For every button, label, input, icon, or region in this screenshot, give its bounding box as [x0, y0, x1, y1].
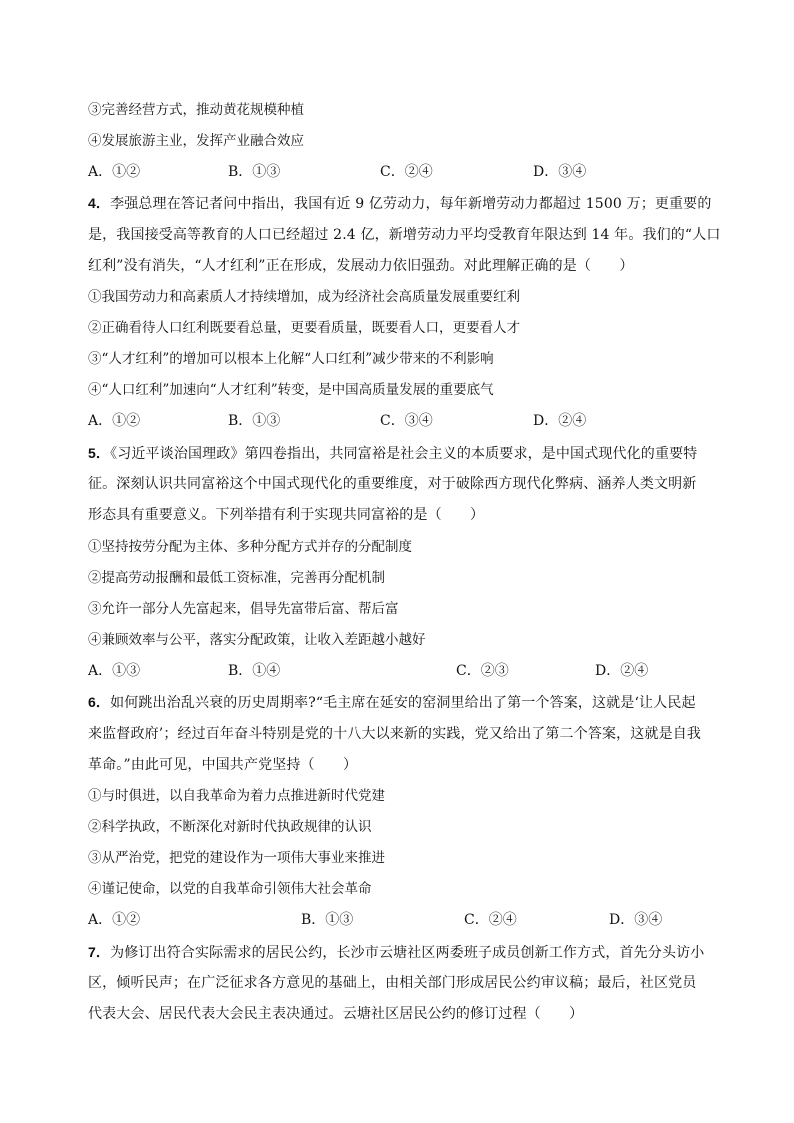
- q3-item-4: ④发展旅游主业，发挥产业融合效应: [88, 133, 304, 149]
- q4-option-a: A．①②: [88, 413, 141, 429]
- q7-stem-line-3: 代表大会、居民代表大会民主表决通过。云塘社区居民公约的修订过程（ ）: [88, 1006, 584, 1022]
- q5-item-2: ②提高劳动报酬和最低工资标准，完善再分配机制: [88, 570, 385, 586]
- q6-option-b: B．①③: [301, 912, 354, 928]
- q4-options: [88, 411, 708, 431]
- q6-item-1: ①与时俱进，以自我革命为着力点推进新时代党建: [88, 788, 385, 804]
- q3-option-d: D．③④: [533, 164, 587, 180]
- q7-stem-text-1: 为修订出符合实际需求的居民公约，长沙市云塘社区两委班子成员创新工作方式，首先分头访小: [110, 945, 705, 961]
- q4-stem-line-3: 红利”没有消失，“人才红利”正在形成，发展动力依旧强劲。对此理解正确的是（ ）: [88, 258, 634, 274]
- q3-option-a: A．①②: [88, 164, 141, 180]
- q4-option-b: B．①③: [228, 413, 281, 429]
- q6-option-d: D．③④: [609, 912, 663, 928]
- q3-item-3: ③完善经营方式，推动黄花规模种植: [88, 102, 304, 118]
- q4-item-1: ①我国劳动力和高素质人才持续增加，成为经济社会高质量发展重要红利: [88, 289, 520, 305]
- q4-item-2: ②正确看待人口红利既要看总量，更要看质量，既要看人口，更要看人才: [88, 320, 520, 336]
- q5-item-1: ①坚持按劳分配为主体、多种分配方式并存的分配制度: [88, 539, 412, 555]
- q6-stem-line-1: [88, 692, 696, 713]
- q5-stem-line-3: 形态具有重要意义。下列举措有利于实现共同富裕的是（ ）: [88, 507, 485, 523]
- q5-stem-line-2: 征。深刻认识共同富裕这个中国式现代化的重要维度，对于破除西方现代化弊病、涵养人类文明新: [88, 476, 697, 492]
- q6-item-4: ④谨记使命，以党的自我革命引领伟大社会革命: [88, 881, 372, 897]
- q6-options: [88, 910, 708, 930]
- q5-option-d: D．②④: [595, 663, 649, 679]
- q7-stem-line-1: [88, 942, 704, 963]
- q5-options: [88, 661, 708, 681]
- q5-stem-text-1: 《习近平谈治国理政》第四卷指出，共同富裕是社会主义的本质要求，是中国式现代化的重要特: [110, 446, 698, 462]
- q6-option-a: A．①②: [88, 912, 141, 928]
- q7-number: 7．: [88, 944, 111, 960]
- q5-number: 5．: [88, 445, 111, 461]
- q4-item-3: ③“人才红利”的增加可以根本上化解“人口红利”减少带来的不利影响: [88, 351, 494, 367]
- q3-option-c: C．②④: [380, 164, 433, 180]
- q7-stem-line-2: 区，倾听民声；在广泛征求各方意见的基础上，由相关部门形成居民公约审议稿；最后，社区党员: [88, 975, 697, 991]
- q5-item-4: ④兼顾效率与公平，落实分配政策，让收入差距越小越好: [88, 632, 426, 648]
- q4-stem-text-1: 李强总理在答记者问中指出，我国有近 9 亿劳动力，每年新增劳动力都超过 1500 万；更重要的: [110, 196, 712, 212]
- q3-option-b: B．①③: [228, 164, 281, 180]
- q6-stem-line-2: 来监督政府’；经过百年奋斗特别是党的十八大以来新的实践，党又给出了第二个答案，这就是自我: [88, 726, 702, 742]
- q4-number: 4．: [88, 195, 111, 211]
- q5-option-a: A．①③: [88, 663, 141, 679]
- q5-option-b: B．①④: [228, 663, 281, 679]
- q4-item-4: ④“人口红利”加速向“人才红利”转变，是中国高质量发展的重要底气: [88, 382, 494, 398]
- q6-item-3: ③从严治党，把党的建设作为一项伟大事业来推进: [88, 850, 385, 866]
- q4-stem-line-1: [88, 193, 711, 214]
- q6-stem-line-3: 革命。”由此可见，中国共产党坚持（ ）: [88, 757, 358, 773]
- q5-item-3: ③允许一部分人先富起来，倡导先富带后富、帮后富: [88, 601, 399, 617]
- q4-option-c: C．③④: [380, 413, 433, 429]
- q6-item-2: ②科学执政，不断深化对新时代执政规律的认识: [88, 819, 372, 835]
- q6-option-c: C．②④: [464, 912, 517, 928]
- q4-option-d: D．②④: [533, 413, 587, 429]
- q5-stem-line-1: [88, 443, 697, 464]
- q6-stem-text-1: 如何跳出治乱兴衰的历史周期率?“毛主席在延安的窑洞里给出了第一个答案，这就是‘让人民起: [110, 695, 696, 711]
- q6-number: 6．: [88, 694, 111, 710]
- q4-stem-line-2: 是，我国接受高等教育的人口已经超过 2.4 亿，新增劳动力平均受教育年限达到 14 年。我们的“人口: [88, 227, 721, 243]
- q5-option-c: C．②③: [456, 663, 509, 679]
- q3-options: [88, 162, 708, 182]
